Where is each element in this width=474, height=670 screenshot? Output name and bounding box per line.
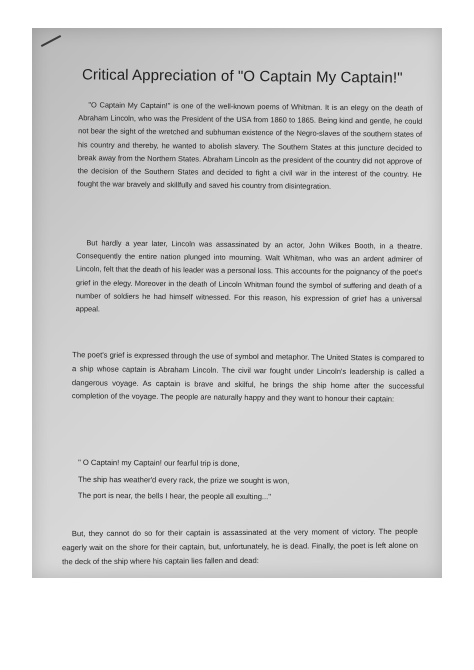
poem-quote <box>72 455 412 507</box>
paper-sheet <box>32 28 442 578</box>
paragraph-3: The poet's grief is expressed through the use of symbol and metaphor. The United States is compared to a ship whose captain is Abraham Lincoln. The civil war fought under Lincoln's leadership is called a dangerous voyage. As captain is brave and skilful, he brings the ship home after the successful completion of the voyage. The people are naturally happy and they want to honour their captain: <box>71 350 425 404</box>
quote-line: " O Captain! my Captain! our fearful trip is done, <box>78 457 240 468</box>
closing-paragraph: But, they cannot do so for their captain is assassinated at the very moment of victory. The people eagerly wait on the shore for their captain, but, unfortunately, he is dead. Finally, the poet is left alone on the deck of the ship where his captain lies fallen and dead: <box>61 526 419 567</box>
quote-line: The ship has weather'd every rack, the prize we sought is won, <box>77 474 290 485</box>
paragraph-2: But hardly a year later, Lincoln was assassinated by an actor, John Wilkes Booth, in a theatre. Consequently the entire nation plunged into mourning. Walt Whitman, who was an ardent admirer of Lincoln, felt that the death of his leader was a personal loss. This accounts for the poignancy of the poet's grief in the elegy. Moreover in the death of Lincoln Whitman found the symbol of suffering and death of a number of soldiers he had himself witnessed. For this reason, his expression of grief has a universal appeal. <box>75 238 423 314</box>
pen-mark <box>41 35 61 47</box>
document-title: Critical Appreciation of "O Captain My Captain!" <box>81 66 403 87</box>
paragraph-1: "O Captain My Captain!" is one of the well-known poems of Whitman. It is an elegy on the death of Abraham Lincoln, who was the President of the USA from 1860 to 1865. Being kind and gentle, he could not bear the sight of the wretched and subhuman existence of the Negro-slaves of the southern states of his country and thereby, he wanted to abolish slavery. The Southern States at this juncture decided to break away from the Northern States. Abraham Lincoln as the president of the country did not approve of the decision of the Southern States and decided to fight a civil war in the interest of the country. He fought the war bravely and skillfully and saved his country from disintegration. <box>77 100 423 192</box>
quote-line: The port is near, the bells I hear, the people all exulting..." <box>77 490 272 502</box>
